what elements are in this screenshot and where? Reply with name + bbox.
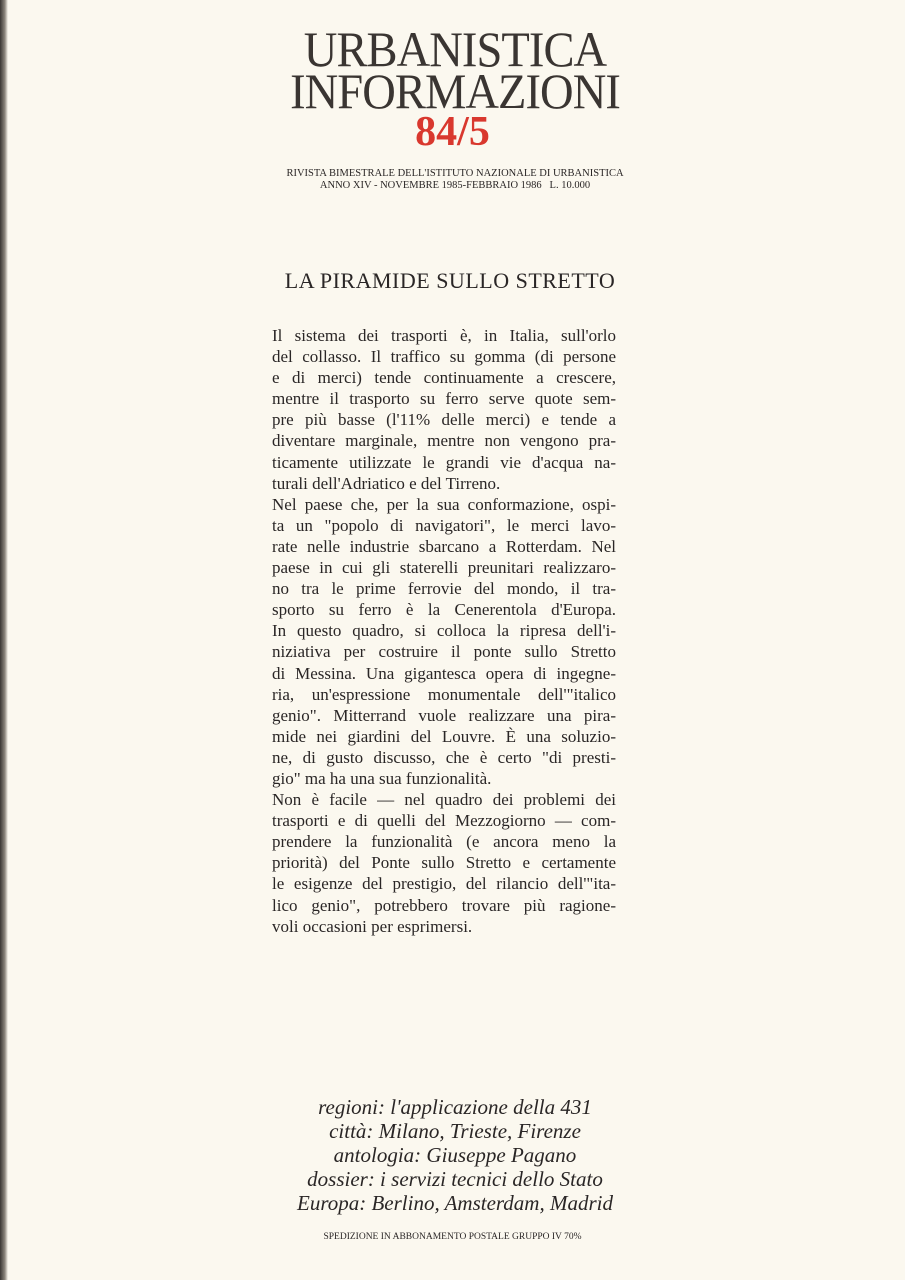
- body-line: prendere la funzionalità (e ancora meno la: [272, 832, 616, 852]
- masthead-line1: URBANISTICA: [303, 21, 607, 77]
- body-line: turali dell'Adriatico e del Tirreno.: [272, 473, 501, 493]
- body-line: Il sistema dei trasporti è, in Italia, sull'orlo: [272, 326, 616, 345]
- contents-item: città: Milano, Trieste, Firenze: [329, 1119, 581, 1143]
- body-line: voli occasioni per esprimersi.: [272, 916, 473, 936]
- body-line: pre più basse (l'11% delle merci) e tende a: [272, 410, 616, 430]
- article-body: [272, 325, 616, 937]
- contents-item: Europa: Berlino, Amsterdam, Madrid: [297, 1191, 613, 1215]
- subtitle-line2: ANNO XIV - NOVEMBRE 1985-FEBBRAIO 1986 L. 10.000: [319, 180, 591, 191]
- body-line: e di merci) tende continuamente a crescere,: [272, 368, 616, 388]
- body-line: genio". Mitterrand vuole realizzare una pira-: [272, 705, 616, 725]
- body-line: Nel paese che, per la sua conformazione, ospi-: [272, 494, 616, 514]
- body-line: le esigenze del prestigio, del rilancio dell'"ita-: [272, 874, 616, 894]
- contents-item: antologia: Giuseppe Pagano: [333, 1143, 577, 1167]
- body-line: ta un "popolo di navigatori", le merci lavo-: [272, 515, 616, 535]
- contents-list: [240, 1095, 670, 1215]
- body-line: In questo quadro, si colloca la ripresa dell'i-: [272, 621, 616, 641]
- body-line: trasporti e di quelli del Mezzogiorno — com-: [272, 811, 616, 831]
- postal-notice: SPEDIZIONE IN ABBONAMENTO POSTALE GRUPPO IV 70%: [323, 1232, 582, 1242]
- contents-item: regioni: l'applicazione della 431: [318, 1095, 592, 1119]
- body-line: rate nelle industrie sbarcano a Rotterdam. Nel: [272, 536, 616, 556]
- article-headline: LA PIRAMIDE SULLO STRETTO: [284, 268, 616, 293]
- masthead-line2: INFORMAZIONI: [290, 63, 620, 119]
- issue-number: 84/5: [415, 109, 490, 155]
- body-line: mentre il trasporto su ferro serve quote sem-: [272, 389, 616, 409]
- body-line: mide nei giardini del Louvre. È una soluzio-: [272, 726, 616, 746]
- body-line: ne, di gusto discusso, che è certo "di presti-: [272, 747, 616, 767]
- body-line: ticamente utilizzate le grandi vie d'acqua na-: [272, 452, 616, 472]
- body-line: gio" ma ha una sua funzionalità.: [272, 768, 492, 788]
- contents-item: dossier: i servizi tecnici dello Stato: [307, 1167, 603, 1191]
- body-line: diventare marginale, mentre non vengono pra-: [272, 431, 616, 451]
- body-line: di Messina. Una gigantesca opera di ingegne-: [272, 663, 616, 683]
- subtitle-line1: RIVISTA BIMESTRALE DELL'ISTITUTO NAZIONALE DI URBANISTICA: [286, 168, 624, 179]
- body-line: lico genio", potrebbero trovare più ragione-: [272, 895, 616, 915]
- body-line: niziativa per costruire il ponte sullo Stretto: [272, 642, 616, 662]
- body-line: ria, un'espressione monumentale dell'"italico: [272, 684, 616, 704]
- body-line: sporto su ferro è la Cenerentola d'Europa.: [272, 600, 616, 620]
- body-line: priorità) del Ponte sullo Stretto e certamente: [272, 853, 616, 873]
- body-line: paese in cui gli staterelli preunitari realizzaro-: [272, 558, 616, 578]
- page-edge-shadow: [0, 0, 8, 1280]
- body-line: del collasso. Il traffico su gomma (di persone: [272, 347, 616, 367]
- body-line: no tra le prime ferrovie del mondo, il tra-: [272, 579, 616, 599]
- body-line: Non è facile — nel quadro dei problemi dei: [272, 790, 616, 810]
